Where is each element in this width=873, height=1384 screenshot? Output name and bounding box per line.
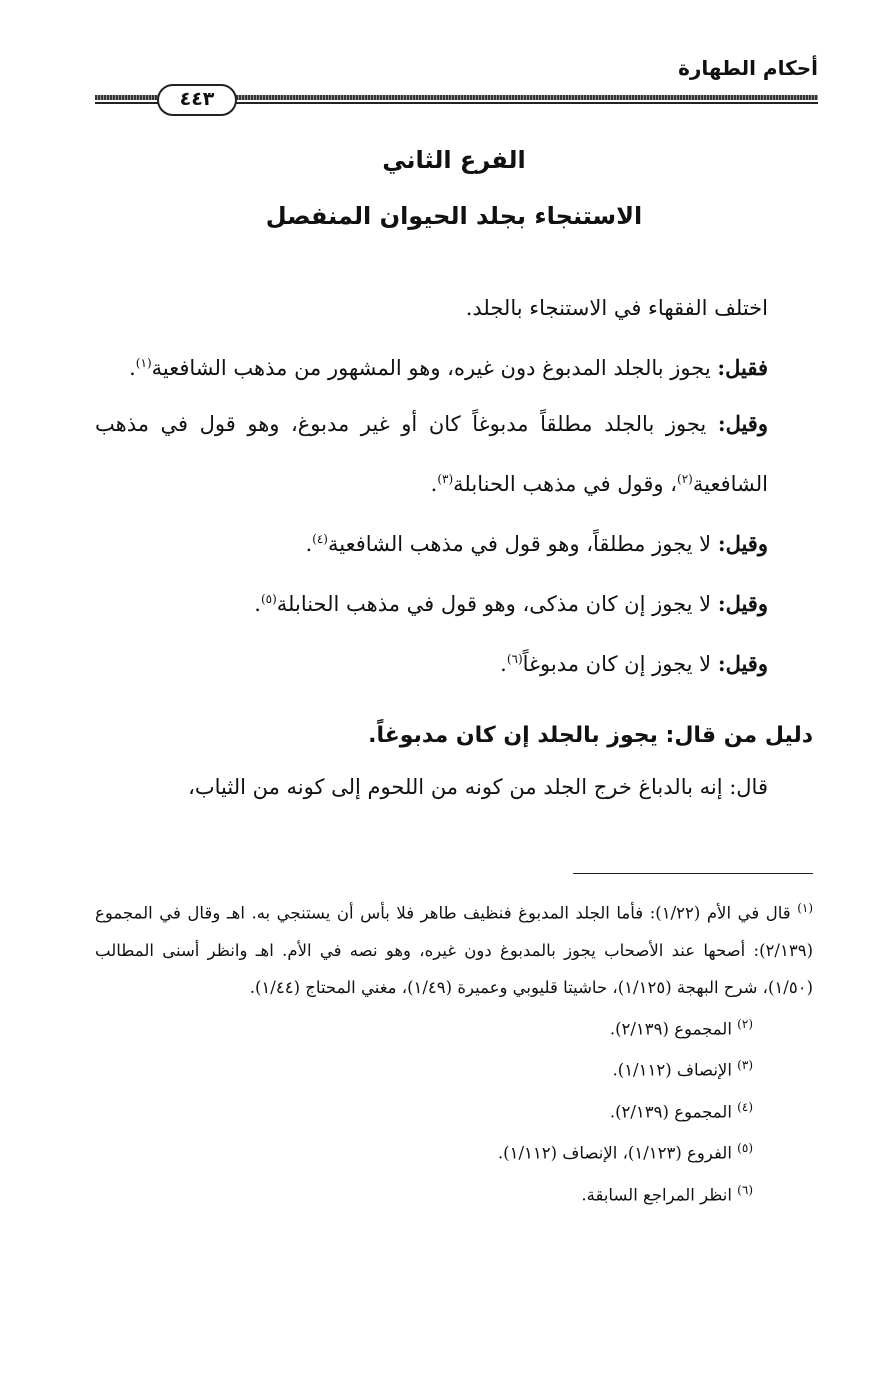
main-content	[95, 145, 813, 815]
footnote-number: (٦)	[737, 1182, 753, 1197]
opinion-paragraph	[95, 396, 813, 512]
opinion-text: يجوز بالجلد مطلقاً مدبوغاً كان أو غير مدبوغ، وهو قول في مذهب الشافعية	[95, 412, 768, 496]
opinion-text: لا يجوز مطلقاً، وهو قول في مذهب الشافعية	[327, 532, 718, 556]
footnote-ref: (١)	[135, 356, 152, 370]
opinion-paragraph	[95, 632, 813, 692]
opinion-text: لا يجوز إن كان مدبوغاً	[522, 652, 718, 676]
opinion-text-continued: ، وقول في مذهب الحنابلة	[453, 472, 678, 496]
opinion-label: فقيل:	[717, 355, 768, 380]
opinion-paragraph	[95, 336, 813, 396]
footnote	[95, 1006, 813, 1048]
footnote	[95, 1047, 813, 1089]
intro-paragraph: اختلف الفقهاء في الاستنجاء بالجلد.	[465, 296, 768, 320]
book-title: أحكام الطهارة	[678, 56, 818, 80]
footnotes	[95, 890, 813, 1213]
footnote-text: الفروع (١/١٢٣)، الإنصاف (١/١١٢).	[497, 1143, 738, 1163]
opinion-end: .	[305, 532, 313, 556]
opinion-label: وقيل:	[717, 651, 768, 676]
footnote-ref: (٦)	[506, 652, 523, 666]
footnote-divider	[573, 873, 813, 874]
footnote-text: انظر المراجع السابقة.	[581, 1185, 738, 1204]
footnote-number: (٣)	[737, 1058, 753, 1072]
footnote-number: (٢)	[737, 1016, 753, 1031]
opinion-text: يجوز بالجلد المدبوغ دون غيره، وهو المشهور من مذهب الشافعية	[151, 356, 718, 380]
footnote	[95, 1172, 813, 1214]
footnote	[95, 890, 813, 1006]
opinion-end: .	[129, 356, 136, 380]
opinion-label: وقيل:	[717, 531, 768, 556]
footnote-text: قال في الأم (١/٢٢): فأما الجلد المدبوغ فنظيف طاهر فلا بأس أن يستنجي به. اهـ وقال في المجموع (٢/١٣٩): أصحها عند الأصحاب يجوز بالمدبوغ دون غيره، وهو نصه في الأم. اهـ وانظر أسنى المطالب (١/٥٠)، شرح البهجة (١/١٢٥)، حاشيتا قليوبي وعميرة (١/٤٩)، مغني المحتاج (١/٤٤).	[95, 903, 813, 997]
opinion-label: وقيل:	[717, 591, 768, 616]
footnote	[95, 1089, 813, 1131]
footnote-ref: (٣)	[437, 472, 454, 486]
chapter-subheading: الاستنجاء بجلد الحيوان المنفصل	[265, 202, 643, 230]
chapter-heading: الفرع الثاني	[382, 146, 526, 174]
footnote-text: المجموع (٢/١٣٩).	[609, 1019, 738, 1038]
opinion-paragraph	[95, 572, 813, 632]
footnote-text: المجموع (٢/١٣٩).	[609, 1102, 738, 1121]
opinion-end: .	[430, 472, 438, 496]
footnote-ref: (٢)	[677, 472, 693, 486]
footnote	[95, 1130, 813, 1172]
footnote-ref: (٥)	[260, 592, 277, 606]
footnote-number: (٤)	[737, 1099, 753, 1114]
footnote-text: الإنصاف (١/١١٢).	[612, 1060, 738, 1080]
footnote-ref: (٤)	[312, 532, 328, 546]
footnote-number: (٥)	[737, 1141, 753, 1155]
evidence-paragraph: قال: إنه بالدباغ خرج الجلد من كونه من اللحوم إلى كونه من الثياب،	[188, 775, 768, 799]
page-number: ٤٤٣	[157, 84, 237, 116]
opinion-text: لا يجوز إن كان مذكى، وهو قول في مذهب الحنابلة	[276, 592, 718, 616]
opinion-label: وقيل:	[717, 411, 768, 436]
page-header	[95, 56, 818, 116]
opinion-end: .	[500, 652, 507, 676]
opinion-end: .	[254, 592, 261, 616]
section-title: دليل من قال: يجوز بالجلد إن كان مدبوغاً.	[368, 723, 813, 748]
footnote-number: (١)	[797, 901, 814, 915]
opinion-paragraph	[95, 512, 813, 572]
